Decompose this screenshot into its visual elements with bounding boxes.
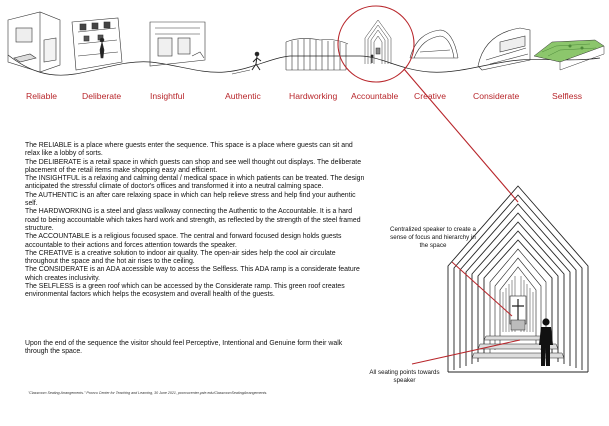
desc-reliable: The RELIABLE is a place where guests enter the sequence. This space is a place where guests can sit and relax like a lobby of sorts. (25, 142, 353, 158)
desc-insightful: The INSIGHTFUL is a relaxing and calming dental / medical space in which patients can be treated. The design anticipated the stressful climate of doctor's offices and transformed it into a neutral calming space. (25, 175, 365, 191)
desc-considerate: The CONSIDERATE is an ADA accessible way to access the Selfless. This ADA ramp is a considerate feature which creates inclusivity. (25, 266, 360, 282)
label-considerate: Considerate (473, 91, 520, 101)
citation: "Classroom Seating Arrangements." Poorvu Center for Teaching and Learning, 30 June 2021, poorvucenter.yale.edu/ClassroomSeatingArrangements. (28, 391, 268, 395)
desc-creative: The CREATIVE is a creative solution to indoor air quality. The open-air sides help the cool air circulate throughout the space and the hot air rises to the ceiling. (25, 249, 336, 266)
callout-leader-line (404, 69, 518, 202)
speaker-pointer (452, 262, 512, 316)
label-creative: Creative (414, 91, 446, 101)
closing-statement: Upon the end of the sequence the visitor should feel Perceptive, Intentional and Genuine form their walk through the space. (25, 340, 343, 356)
accountable-highlight-circle (338, 6, 414, 82)
seating-pointer (412, 340, 520, 364)
desc-selfless: The SELFLESS is a green roof which can be accessed by the Considerate ramp. This green roof creates environmental factors which helps the ecosystem and overall health of the guests. (25, 283, 345, 299)
speaker-annotation: Centralized speaker to create a sense of focus and hierarchy in the space (390, 226, 476, 249)
label-selfless: Selfless (552, 91, 583, 101)
desc-authentic: The AUTHENTIC is an after care relaxing space in which can help relieve stress and help find your authentic self. (25, 191, 356, 208)
desc-hardworking: The HARDWORKING is a steel and glass walkway connecting the Authentic to the Accountable. It is a hard road to being accountable which takes hard work and strength, as reflected by the strength of the steel framed structure. (25, 208, 361, 232)
label-accountable: Accountable (351, 91, 399, 101)
label-authentic: Authentic (225, 91, 261, 101)
label-deliberate: Deliberate (82, 91, 122, 101)
label-hardworking: Hardworking (289, 91, 338, 101)
label-insightful: Insightful (150, 91, 185, 101)
desc-deliberate: The DELIBERATE is a retail space in which guests can shop and see well thought out displays. The deliberate placement of the retail items make shopping easy and efficient. (25, 158, 362, 174)
seating-annotation: All seating points towards speaker (369, 369, 440, 384)
desc-accountable: The ACCOUNTABLE is a religious focused space. The central and forward focused design holds guests accountable to their actions and forces attention towards the speaker. (25, 233, 342, 249)
label-reliable: Reliable (26, 91, 58, 101)
